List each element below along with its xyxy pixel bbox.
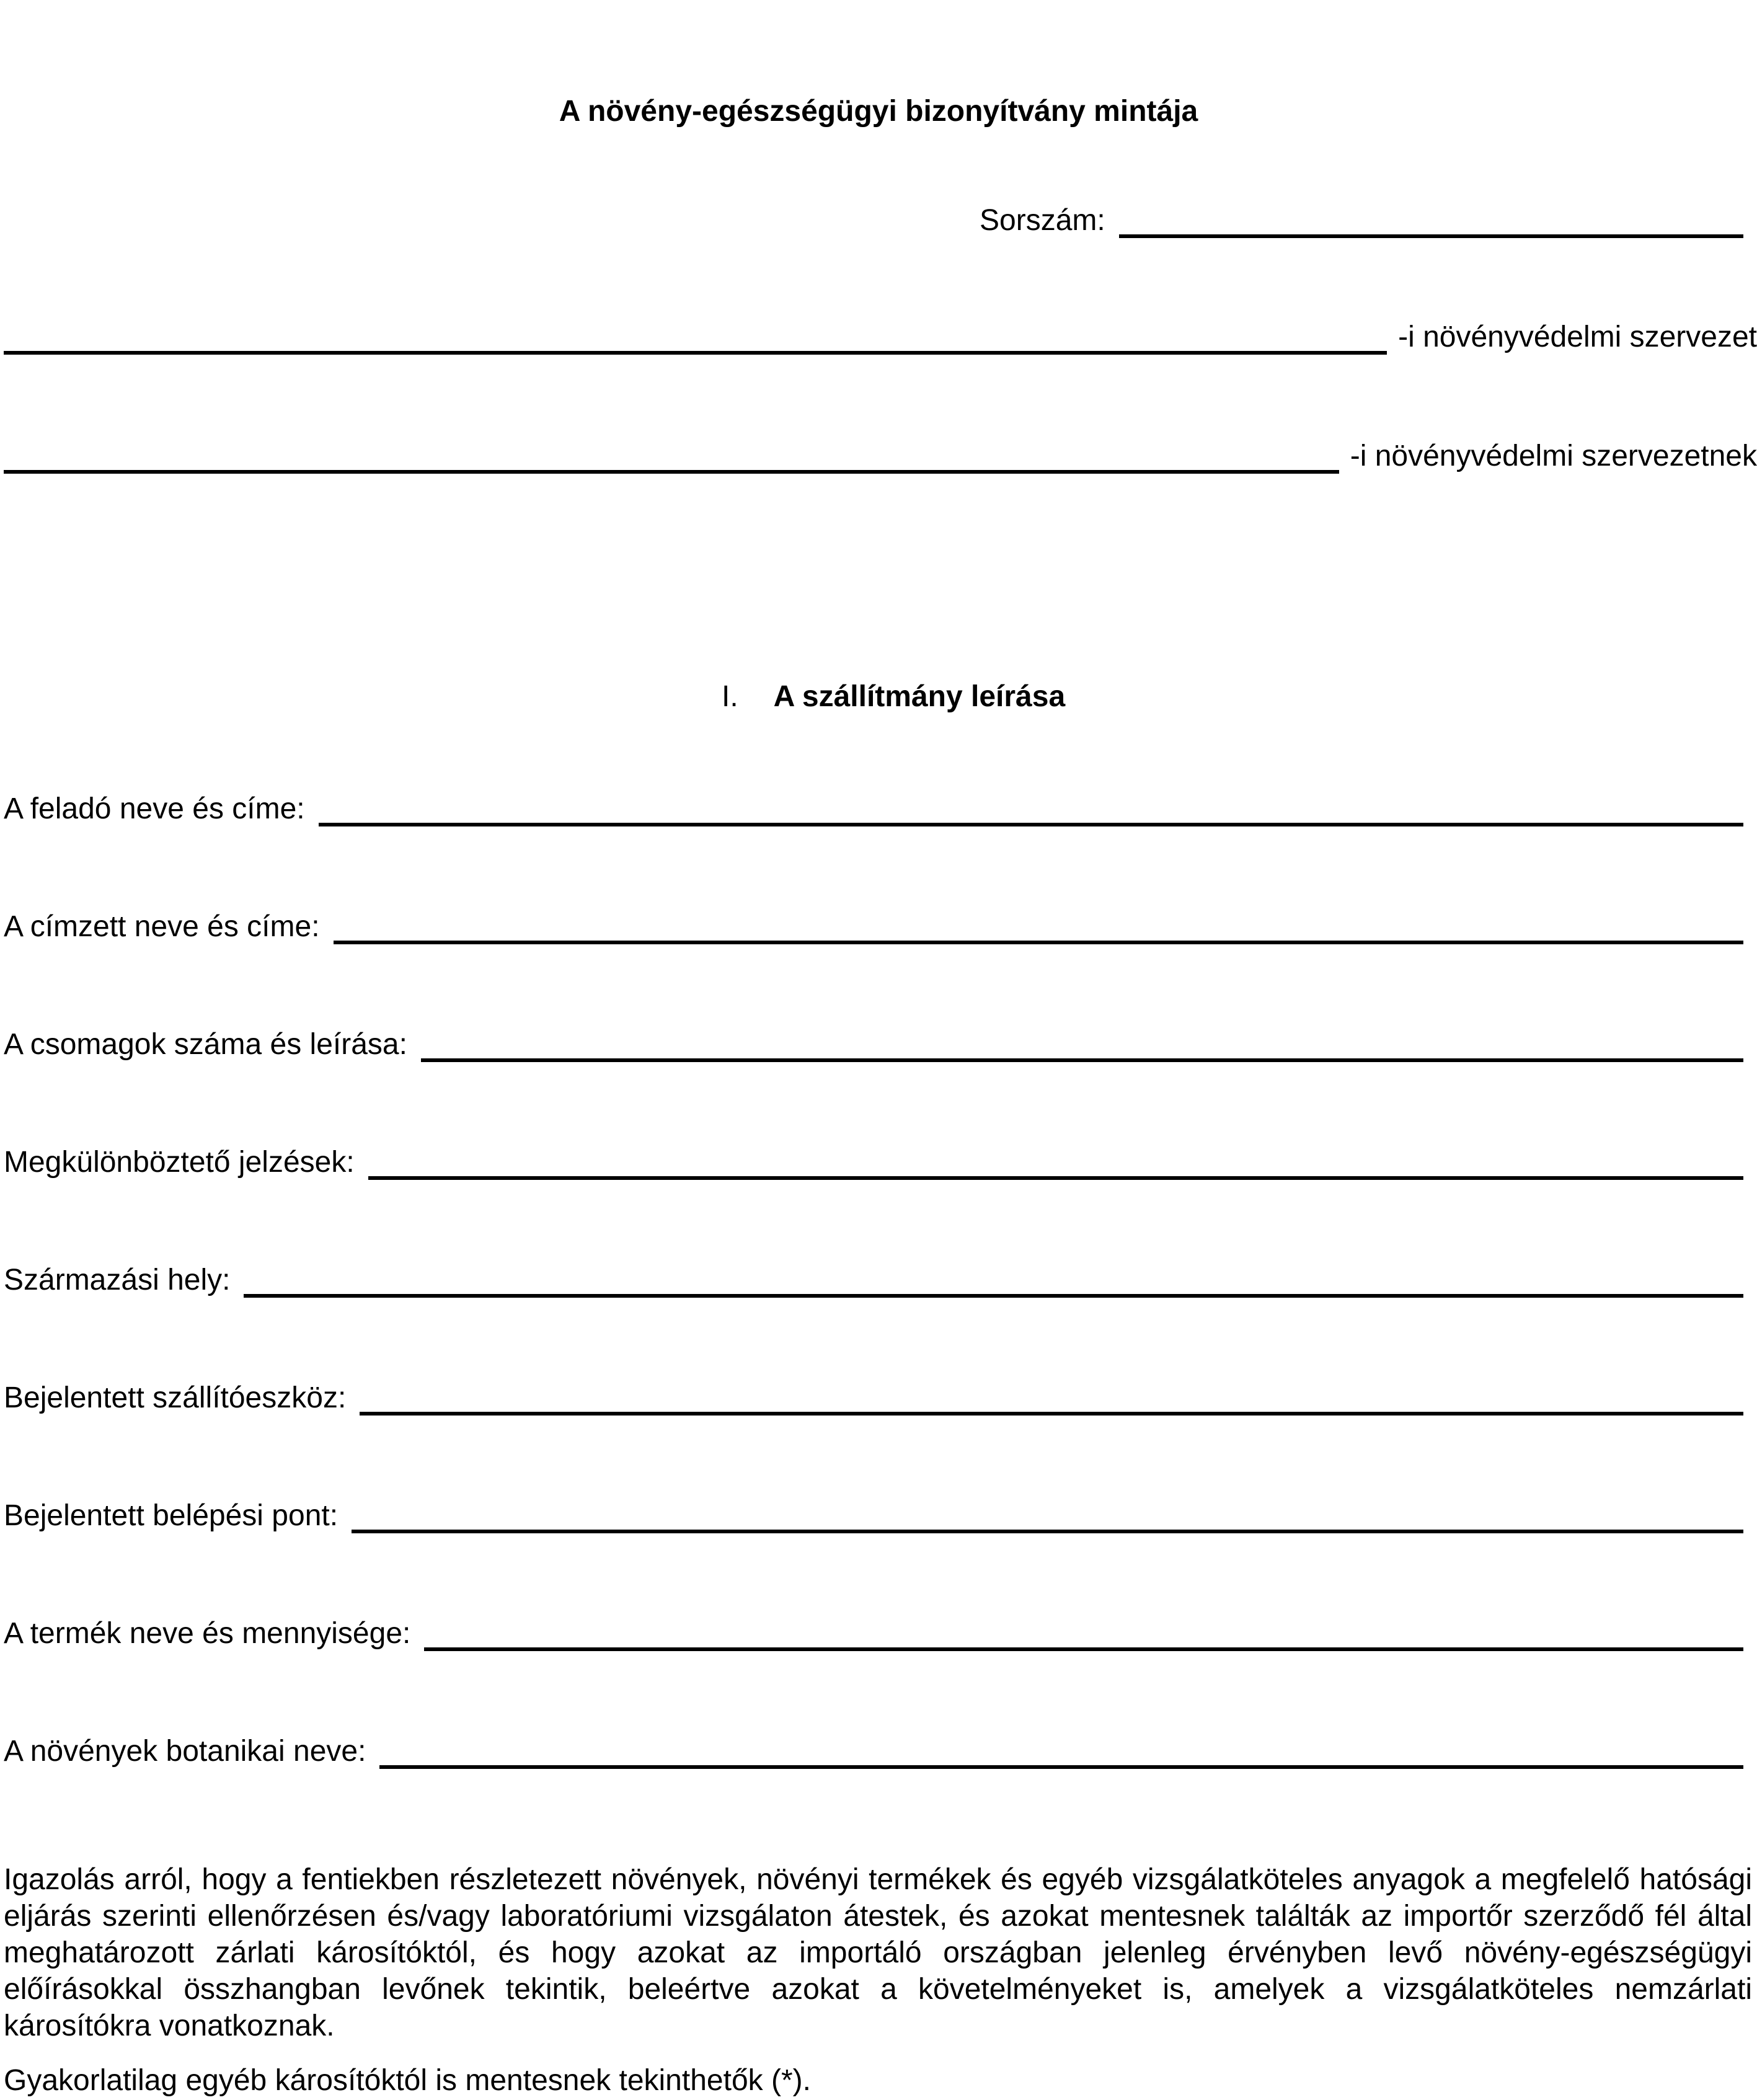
- issuing-org-row: [4, 320, 1757, 355]
- field-botanical-blank-line: [379, 1734, 1743, 1769]
- recipient-org-blank-line: [4, 439, 1339, 474]
- field-consignee-name-address: [4, 910, 1743, 944]
- field-sender-name-address: [4, 792, 1743, 826]
- field-product-label: A termék neve és mennyisége:: [4, 1617, 411, 1650]
- page-title: A növény-egészségügyi bizonyítvány mintája: [559, 95, 1198, 128]
- field-place-of-origin: [4, 1263, 1743, 1298]
- issuing-org-blank-line: [4, 320, 1387, 355]
- certification-paragraph: Igazolás arról, hogy a fentiekben részletezett növények, növényi termékek és egyéb vizsgálatköteles anyagok a megfelelő hatósági eljárás szerinti ellenőrzésen és/vagy laboratóriumi vizsgálaton átestek, és azokat mentesnek találták az importőr szerződő fél által meghatározott zárlati károsítóktól, és hogy azokat az importáló országban jelenleg érvényben levő növény-egészségügyi előírásokkal összhangban levőnek tekintik, beleértve azokat a követelményeket is, amelyek a vizsgálatköteles nemzárlati károsítókra vonatkoznak.: [4, 1863, 1752, 2042]
- field-marks-blank-line: [368, 1145, 1743, 1180]
- field-transport-label: Bejelentett szállítóeszköz:: [4, 1381, 347, 1414]
- field-packages-label: A csomagok száma és leírása:: [4, 1028, 407, 1061]
- field-sender-label: A feladó neve és címe:: [4, 792, 305, 825]
- serial-number-blank-line: [1119, 203, 1743, 238]
- section-1-title: A szállítmány leírása: [773, 680, 1066, 713]
- section-1-numeral: I.: [722, 680, 738, 713]
- field-declared-means-of-transport: [4, 1381, 1743, 1416]
- practically-free-note: Gyakorlatilag egyéb károsítóktól is mentesnek tekinthetők (*).: [4, 2064, 811, 2097]
- field-marks-label: Megkülönböztető jelzések:: [4, 1146, 355, 1179]
- field-sender-blank-line: [319, 792, 1743, 826]
- field-distinguishing-marks: [4, 1145, 1743, 1180]
- field-botanical-name: [4, 1734, 1743, 1769]
- issuing-org-suffix: -i növényvédelmi szervezet: [1398, 321, 1757, 353]
- field-origin-blank-line: [244, 1263, 1743, 1298]
- field-product-name-quantity: [4, 1616, 1743, 1651]
- recipient-org-suffix: -i növényvédelmi szervezetnek: [1350, 440, 1757, 472]
- field-consignee-label: A címzett neve és címe:: [4, 910, 320, 943]
- field-packages-blank-line: [421, 1027, 1743, 1062]
- field-entry-point-label: Bejelentett belépési pont:: [4, 1499, 339, 1532]
- field-entry-point-blank-line: [352, 1499, 1743, 1533]
- field-origin-label: Származási hely:: [4, 1264, 231, 1296]
- field-transport-blank-line: [360, 1381, 1743, 1416]
- field-declared-point-of-entry: [4, 1499, 1743, 1533]
- serial-number-label: Sorszám:: [980, 204, 1105, 237]
- serial-number-row: [980, 203, 1743, 238]
- recipient-org-row: [4, 439, 1757, 474]
- section-1-heading: [722, 680, 1065, 714]
- field-consignee-blank-line: [334, 910, 1743, 944]
- field-product-blank-line: [424, 1616, 1743, 1651]
- field-botanical-label: A növények botanikai neve:: [4, 1735, 366, 1768]
- field-packages-number-description: [4, 1027, 1743, 1062]
